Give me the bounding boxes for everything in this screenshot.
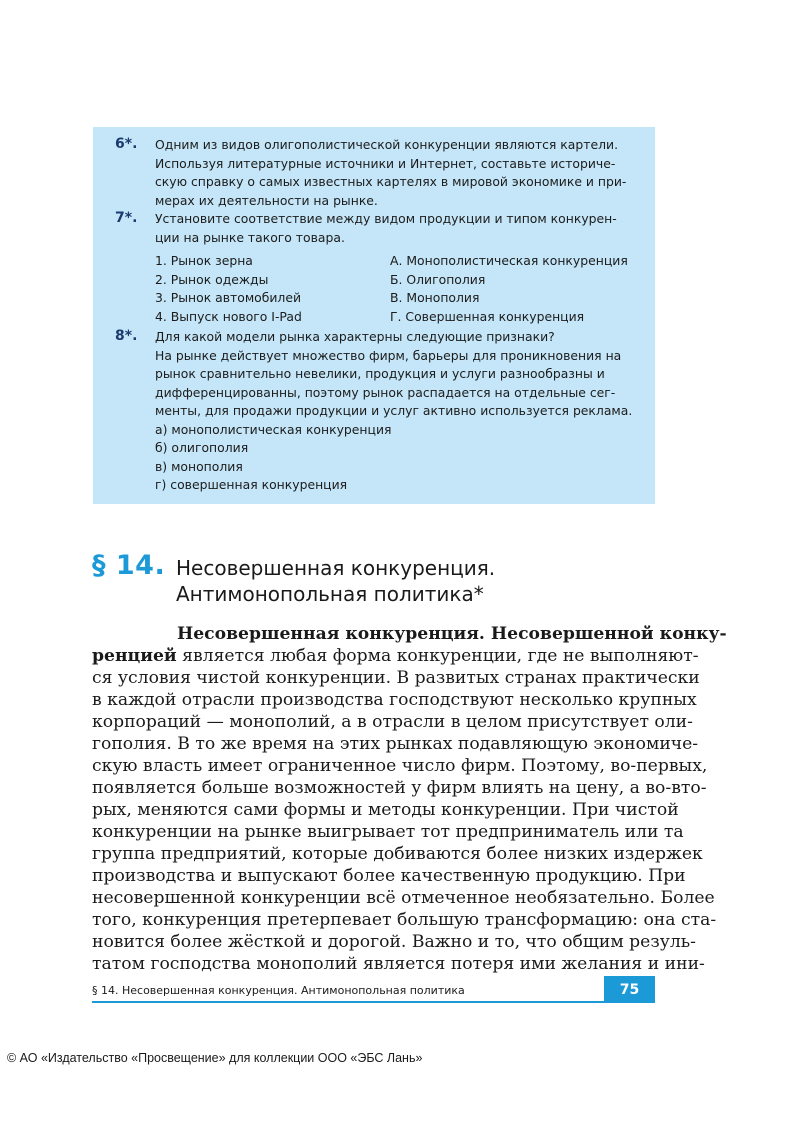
match-item-left: 1. Рынок зерна (155, 253, 253, 268)
bold-term: ренцией (92, 646, 177, 666)
answer-option: а) монополистическая конкуренция (155, 421, 392, 437)
footer-divider (92, 1001, 655, 1003)
body-line: гополия. В то же время на этих рынках подавляющую экономиче- (92, 734, 699, 754)
task-text-line: мерах их деятельности на рынке. (155, 192, 378, 208)
task-text-line: Для какой модели рынка характерны следующие признаки? (155, 329, 555, 344)
body-line: производства и выпускают более качественную продукцию. При (92, 866, 686, 886)
body-line: группа предприятий, которые добиваются более низких издержек (92, 844, 703, 864)
body-line: татом господства монополий является потеря ими желания и ини- (92, 954, 705, 974)
task-text-line: Установите соответствие между видом продукции и типом конкурен- (155, 211, 617, 226)
match-item-right: В. Монополия (390, 290, 480, 305)
body-line: новится более жёсткой и дорогой. Важно и то, что общим резуль- (92, 932, 696, 952)
task-text-line: ции на рынке такого товара. (155, 229, 345, 245)
task-text-line: скую справку о самых известных картелях в мировой экономике и при- (155, 174, 627, 189)
match-item-left: 2. Рынок одежды (155, 271, 269, 287)
answer-option: г) совершенная конкуренция (155, 477, 348, 492)
body-line: появляется больше возможностей у фирм влиять на цену, а во-вто- (92, 778, 707, 798)
body-line: конкуренции на рынке выигрывает тот предприниматель или та (92, 822, 684, 842)
body-line: рых, меняются сами формы и методы конкуренции. При чистой (92, 800, 679, 820)
body-lead (177, 623, 727, 645)
body-line: ся условия чистой конкуренции. В развитых странах практически (92, 668, 700, 688)
section-title-line-1: Несовершенная конкуренция. (176, 556, 496, 580)
task-text-line: дифференцированны, поэтому рынок распадается на отдельные сег- (155, 384, 616, 400)
task-text-line: рынок сравнительно невелики, продукция и услуги разнообразны и (155, 366, 605, 381)
match-item-right: Б. Олигополия (390, 271, 486, 287)
match-item-right: А. Монополистическая конкуренция (390, 253, 628, 268)
task-number: 7*. (115, 210, 138, 226)
task-text-line: Используя литературные источники и Интернет, составьте историче- (155, 155, 616, 171)
body-line: несовершенной конкуренции всё отмеченное необязательно. Более (92, 888, 715, 908)
body-text: является любая форма конкуренции, где не выполняют- (176, 646, 699, 666)
task-text-line: Одним из видов олигополистической конкуренции являются картели. (155, 137, 619, 152)
body-line: того, конкуренция претерпевает большую трансформацию: она ста- (92, 910, 717, 930)
running-footer-title: § 14. Несовершенная конкуренция. Антимонопольная политика (92, 984, 465, 997)
section-title-line-2: Антимонопольная политика* (176, 582, 484, 606)
body-line: в каждой отрасли производства господствуют несколько крупных (92, 690, 697, 710)
task-number: 8*. (115, 328, 138, 344)
body-line (92, 645, 699, 667)
copyright-notice: © АО «Издательство «Просвещение» для коллекции ООО «ЭБС Лань» (7, 1051, 423, 1065)
match-item-left: 4. Выпуск нового I-Pad (155, 308, 302, 324)
section-number: § 14. (92, 550, 166, 581)
bold-term: Несовершенная конкуренция. Несовершенной конку- (177, 624, 727, 644)
task-text-line: менты, для продажи продукции и услуг активно используется реклама. (155, 403, 633, 418)
match-item-right: Г. Совершенная конкуренция (390, 308, 585, 324)
body-line: корпораций — монополий, а в отрасли в целом присутствует оли- (92, 712, 693, 732)
answer-option: б) олигополия (155, 440, 249, 455)
task-box (93, 127, 655, 504)
body-line: скую власть имеет ограниченное число фирм. Поэтому, во-первых, (92, 756, 708, 776)
match-item-left: 3. Рынок автомобилей (155, 290, 302, 305)
task-text-line: На рынке действует множество фирм, барьеры для проникновения на (155, 347, 622, 363)
answer-option: в) монополия (155, 458, 243, 474)
page-number: 75 (604, 976, 655, 1003)
task-number: 6*. (115, 136, 138, 152)
